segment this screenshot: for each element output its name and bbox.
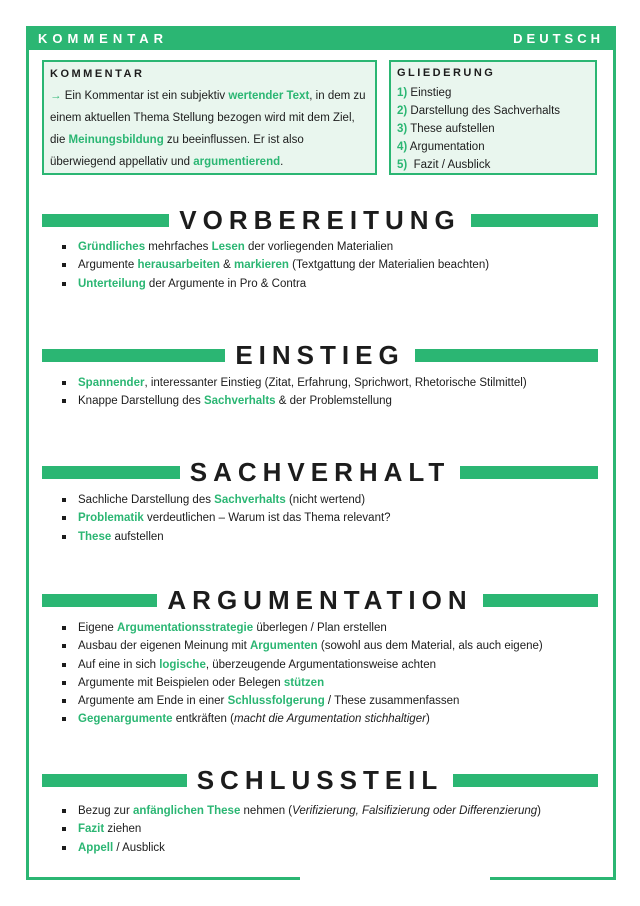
text: Eigene (78, 622, 118, 634)
section-heading-einstieg (42, 339, 598, 371)
list-item (62, 509, 391, 527)
header-left: KOMMENTAR (38, 30, 168, 46)
gliederung-item (397, 84, 589, 102)
gliederung-item (397, 102, 589, 120)
item-number: 4) (397, 141, 408, 153)
list-item (62, 528, 391, 546)
text: ) (425, 713, 430, 726)
text: aufstellen (111, 530, 164, 543)
highlight: markieren (233, 259, 289, 272)
sachverhalt-list (62, 491, 391, 546)
italic-text: macht die Argumentation stichhaltiger (233, 713, 426, 726)
text: Knappe Darstellung des (78, 395, 204, 408)
header-bar (26, 26, 616, 50)
section-heading-sachverhalt (42, 456, 598, 488)
arrow-right-icon: → (50, 90, 62, 102)
list-item (62, 619, 543, 637)
highlight: Lesen (211, 241, 245, 253)
text: , interessanter Einstieg (Zitat, Erfahrung, Sprichwort, Rhetorische Stilmittel) (144, 377, 527, 389)
text: Argumente (78, 259, 138, 272)
heading-text: VORBEREITUNG (179, 204, 461, 235)
list-item (62, 374, 527, 392)
italic-text: Verifizierung, Falsifizierung oder Differenzierung (292, 805, 538, 817)
heading-text: SCHLUSSTEIL (196, 764, 444, 795)
text: zu beeinflussen. Er ist also überwiegend appellativ und (50, 134, 304, 168)
item-number: 2) (397, 105, 408, 117)
text: (nicht wertend) (285, 494, 366, 506)
text: verdeutlichen – Warum ist das Thema relevant? (143, 512, 391, 525)
highlight: Schlussfolgerung (227, 695, 325, 708)
text: Argumente am Ende in einer (78, 695, 228, 708)
section-heading-schlussteil (42, 764, 598, 796)
text: (sowohl aus dem Material, als auch eigene) (317, 640, 543, 653)
highlight: Fazit (78, 823, 105, 836)
heading-bar (42, 594, 157, 607)
text: ) (537, 805, 541, 817)
heading-bar (42, 774, 187, 787)
header-right: DEUTSCH (513, 30, 604, 46)
highlight: Spannender (78, 377, 145, 389)
kommentar-box-title: KOMMENTAR (50, 68, 145, 80)
heading-text: SACHVERHALT (189, 456, 451, 487)
text: Sachliche Darstellung des (78, 494, 215, 506)
heading-bar (42, 349, 225, 362)
argumentation-list (62, 619, 543, 729)
text: / Ausblick (113, 841, 165, 854)
text: ziehen (104, 823, 142, 836)
heading-text: ARGUMENTATION (167, 584, 473, 615)
highlight: Argumenten (249, 640, 318, 653)
highlight: herausarbeiten (137, 259, 220, 272)
gliederung-item (397, 138, 589, 156)
list-item (62, 710, 543, 728)
highlight: Sachverhalts (214, 494, 286, 506)
highlight: wertender Text (228, 90, 310, 102)
highlight: Gründliches (78, 241, 146, 253)
item-number: 5) (397, 159, 408, 171)
highlight: argumentierend (193, 156, 281, 168)
list-item (62, 637, 543, 655)
highlight: Gegenargumente (78, 713, 173, 726)
heading-bar (42, 214, 169, 227)
item-number: 3) (397, 123, 408, 135)
highlight: Problematik (78, 512, 144, 525)
text: nehmen ( (240, 805, 293, 817)
item-text: Argumentation (407, 141, 485, 153)
text: der vorliegenden Materialien (244, 241, 394, 253)
section-heading-vorbereitung (42, 204, 598, 236)
item-text: Fazit / Ausblick (407, 159, 491, 171)
list-item (62, 839, 541, 857)
heading-bar (460, 466, 598, 479)
list-item (62, 692, 543, 710)
schlussteil-list (62, 802, 541, 857)
text: Ausbau der eigenen Meinung mit (78, 640, 250, 653)
kommentar-definition (50, 85, 369, 173)
text: mehrfaches (145, 241, 212, 253)
vorbereitung-list (62, 238, 489, 293)
heading-bar (42, 466, 180, 479)
item-text: These aufstellen (407, 123, 495, 135)
highlight: stützen (283, 676, 325, 689)
text: Bezug zur (78, 805, 133, 817)
gliederung-item (397, 156, 589, 174)
heading-bar (453, 774, 598, 787)
list-item (62, 275, 489, 293)
text: Ein Kommentar ist ein subjektiv (61, 90, 229, 102)
list-item (62, 802, 541, 820)
einstieg-list (62, 374, 527, 411)
text: Argumente mit Beispielen oder Belegen (78, 676, 284, 689)
text: der Argumente in Pro & Contra (145, 277, 307, 290)
highlight: anfänglichen These (132, 805, 241, 817)
gliederung-box (389, 60, 597, 175)
gliederung-item (397, 120, 589, 138)
text: & der Problemstellung (275, 395, 392, 408)
list-item (62, 656, 543, 674)
heading-bar (471, 214, 598, 227)
text: , überzeugende Argumentationsweise achten (205, 658, 437, 671)
text: / These zusammenfassen (324, 695, 460, 708)
text: , in dem zu einem aktuellen Thema Stellung bezogen wird mit dem Ziel, die (50, 90, 366, 146)
text: überlegen / Plan erstellen (253, 622, 387, 634)
text: entkräften ( (172, 713, 234, 726)
item-number: 1) (397, 87, 408, 99)
heading-text: EINSTIEG (235, 339, 405, 370)
text: (Textgattung der Materialien beachten) (288, 259, 490, 272)
highlight: Sachverhalts (203, 395, 276, 408)
section-heading-argumentation (42, 584, 598, 616)
highlight: logische (159, 658, 206, 671)
text: . (280, 156, 284, 168)
highlight: Argumentationsstrategie (117, 622, 254, 634)
gliederung-box-title: GLIEDERUNG (397, 67, 496, 79)
kommentar-box (42, 60, 377, 175)
heading-bar (483, 594, 598, 607)
highlight: Unterteilung (78, 277, 146, 290)
list-item (62, 238, 489, 256)
item-text: Einstieg (407, 87, 452, 99)
highlight: Appell (78, 841, 114, 854)
list-item (62, 820, 541, 838)
highlight: These (78, 530, 112, 543)
list-item (62, 674, 543, 692)
highlight: Meinungsbildung (68, 134, 164, 146)
heading-bar (415, 349, 598, 362)
frame-gap (300, 876, 490, 884)
list-item (62, 491, 391, 509)
list-item (62, 256, 489, 274)
text: Auf eine in sich (78, 658, 160, 671)
item-text: Darstellung des Sachverhalts (407, 105, 561, 117)
list-item (62, 392, 527, 410)
text: & (219, 259, 234, 272)
